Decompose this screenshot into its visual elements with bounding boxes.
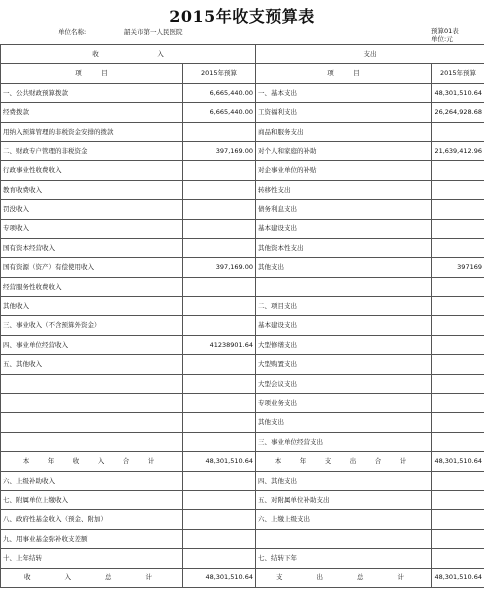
expense-item-cell: 大型修缮支出 [256, 335, 432, 354]
income-budget-cell [183, 180, 256, 199]
income-budget-cell [183, 413, 256, 432]
table-row [1, 413, 484, 432]
table-row [1, 452, 484, 471]
expense-item-cell: 五、对附属单位补助支出 [256, 490, 432, 509]
expense-budget-cell [432, 394, 484, 413]
income-item-cell: 教育收费收入 [1, 180, 183, 199]
expense-budget-cell [432, 180, 484, 199]
income-budget-cell [183, 529, 256, 548]
expense-item-cell: 专项业务支出 [256, 394, 432, 413]
expense-item-cell: 债务利息支出 [256, 200, 432, 219]
income-budget-cell: 48,301,510.64 [183, 568, 256, 587]
expense-budget-cell: 21,639,412.96 [432, 141, 484, 160]
expense-budget-cell: 48,301,510.64 [432, 568, 484, 587]
expense-item-cell: 本 年 支 出 合 计 [256, 452, 432, 471]
income-item-cell: 国有资源（资产）有偿使用收入 [1, 258, 183, 277]
income-budget-cell [183, 297, 256, 316]
unit-name-value: 韶关市第一人民医院 [124, 28, 183, 36]
expense-budget-cell [432, 200, 484, 219]
expense-budget-cell [432, 316, 484, 335]
income-budget-cell [183, 219, 256, 238]
table-row [1, 161, 484, 180]
section-header-row [1, 45, 484, 64]
expense-budget-cell [432, 355, 484, 374]
table-row [1, 471, 484, 490]
income-item-cell: 六、上级补助收入 [1, 471, 183, 490]
expense-budget-cell [432, 510, 484, 529]
expense-budget-cell: 397169 [432, 258, 484, 277]
expense-item-cell: 其他支出 [256, 413, 432, 432]
table-row [1, 141, 484, 160]
expense-item-cell: 对个人和家庭的补助 [256, 141, 432, 160]
table-row [1, 200, 484, 219]
income-item-cell: 收 入 总 计 [1, 568, 183, 587]
expense-item-header: 项 目 [256, 64, 432, 83]
income-budget-cell: 6,665,440.00 [183, 83, 256, 102]
table-row [1, 490, 484, 509]
table-row [1, 83, 484, 102]
income-item-cell: 其他收入 [1, 297, 183, 316]
income-budget-cell [183, 374, 256, 393]
expense-budget-cell [432, 490, 484, 509]
income-budget-cell: 48,301,510.64 [183, 452, 256, 471]
income-item-cell [1, 413, 183, 432]
income-item-cell: 八、政府性基金收入（预金、附加） [1, 510, 183, 529]
income-budget-cell [183, 200, 256, 219]
expense-budget-cell [432, 549, 484, 568]
income-budget-cell [183, 549, 256, 568]
table-row [1, 277, 484, 296]
money-unit: 单位:元 [431, 35, 453, 43]
table-row [1, 374, 484, 393]
income-item-cell: 四、事业单位经营收入 [1, 335, 183, 354]
expense-item-cell: 对企事业单位的补贴 [256, 161, 432, 180]
income-budget-cell [183, 355, 256, 374]
income-item-header: 项 目 [1, 64, 183, 83]
table-row [1, 510, 484, 529]
income-budget-cell [183, 238, 256, 257]
expense-item-cell: 支 出 总 计 [256, 568, 432, 587]
income-item-cell: 三、事业收入（不含预算外资金） [1, 316, 183, 335]
table-row [1, 122, 484, 141]
expense-budget-cell [432, 219, 484, 238]
income-item-cell: 经营服务性收费收入 [1, 277, 183, 296]
income-budget-cell [183, 432, 256, 451]
expense-budget-cell [432, 277, 484, 296]
expense-budget-cell [432, 161, 484, 180]
expense-item-cell: 商品和服务支出 [256, 122, 432, 141]
expense-budget-cell [432, 297, 484, 316]
page-title: 2015年收支预算表 [169, 7, 315, 26]
expense-item-cell: 三、事业单位经营支出 [256, 432, 432, 451]
expense-item-cell: 其他支出 [256, 258, 432, 277]
income-item-cell [1, 394, 183, 413]
expense-budget-cell [432, 335, 484, 354]
income-item-cell: 二、财政专户管理的非税资金 [1, 141, 183, 160]
table-row [1, 103, 484, 122]
income-budget-cell [183, 510, 256, 529]
expense-item-cell: 一、基本支出 [256, 83, 432, 102]
income-budget-cell [183, 490, 256, 509]
income-item-cell: 一、公共财政预算拨款 [1, 83, 183, 102]
table-row [1, 355, 484, 374]
expense-budget-cell [432, 374, 484, 393]
table-row [1, 238, 484, 257]
table-row [1, 568, 484, 587]
income-budget-cell: 6,665,440.00 [183, 103, 256, 122]
table-row [1, 297, 484, 316]
expense-item-cell: 转移性支出 [256, 180, 432, 199]
expense-item-cell [256, 277, 432, 296]
income-item-cell: 十、上年结转 [1, 549, 183, 568]
income-budget-cell [183, 471, 256, 490]
income-item-cell: 七、附属单位上缴收入 [1, 490, 183, 509]
table-row [1, 335, 484, 354]
income-budget-cell: 41238901.64 [183, 335, 256, 354]
expense-budget-cell: 26,264,928.68 [432, 103, 484, 122]
income-budget-cell: 397,169.00 [183, 258, 256, 277]
income-item-cell [1, 374, 183, 393]
income-item-cell [1, 432, 183, 451]
expense-budget-cell [432, 238, 484, 257]
expense-budget-cell [432, 471, 484, 490]
table-row [1, 529, 484, 548]
expense-item-cell: 四、其他支出 [256, 471, 432, 490]
income-budget-cell [183, 394, 256, 413]
expense-budget-cell [432, 122, 484, 141]
expense-budget-cell [432, 529, 484, 548]
income-item-cell: 本 年 收 入 合 计 [1, 452, 183, 471]
income-item-cell: 国有资本经营收入 [1, 238, 183, 257]
income-item-cell: 经费拨款 [1, 103, 183, 122]
income-item-cell: 行政事业性收费收入 [1, 161, 183, 180]
expense-budget-cell: 48,301,510.64 [432, 83, 484, 102]
budget-table [0, 44, 484, 588]
expense-budget-cell [432, 413, 484, 432]
income-budget-cell [183, 316, 256, 335]
form-number: 预算01表 [431, 27, 459, 35]
table-row [1, 432, 484, 451]
expense-item-cell: 大型购置支出 [256, 355, 432, 374]
income-item-cell: 罚没收入 [1, 200, 183, 219]
expense-item-cell: 基本建设支出 [256, 316, 432, 335]
income-item-cell: 用纳入预算管理的非税资金安排的拨款 [1, 122, 183, 141]
table-row [1, 394, 484, 413]
expense-item-cell: 其他资本性支出 [256, 238, 432, 257]
table-row [1, 258, 484, 277]
expense-budget-header: 2015年预算 [432, 64, 484, 83]
income-item-cell: 五、其他收入 [1, 355, 183, 374]
income-item-cell: 九、用事业基金弥补收支差额 [1, 529, 183, 548]
table-row [1, 219, 484, 238]
expense-item-cell: 七、结转下年 [256, 549, 432, 568]
table-row [1, 549, 484, 568]
expense-item-cell: 工资福利支出 [256, 103, 432, 122]
income-budget-cell: 397,169.00 [183, 141, 256, 160]
expense-item-cell: 二、项目支出 [256, 297, 432, 316]
expense-item-cell: 基本建设支出 [256, 219, 432, 238]
expense-item-cell [256, 529, 432, 548]
expense-item-cell: 六、上缴上级支出 [256, 510, 432, 529]
income-section-header: 收 入 [1, 45, 256, 64]
expense-budget-cell: 48,301,510.64 [432, 452, 484, 471]
income-budget-cell [183, 161, 256, 180]
expense-budget-cell [432, 432, 484, 451]
unit-name-label: 单位名称: [58, 28, 87, 36]
expense-item-cell: 大型会议支出 [256, 374, 432, 393]
income-budget-cell [183, 277, 256, 296]
income-budget-header: 2015年预算 [183, 64, 256, 83]
expense-section-header: 支出 [256, 45, 484, 64]
column-header-row [1, 64, 484, 83]
income-budget-cell [183, 122, 256, 141]
table-row [1, 316, 484, 335]
income-item-cell: 专项收入 [1, 219, 183, 238]
table-row [1, 180, 484, 199]
